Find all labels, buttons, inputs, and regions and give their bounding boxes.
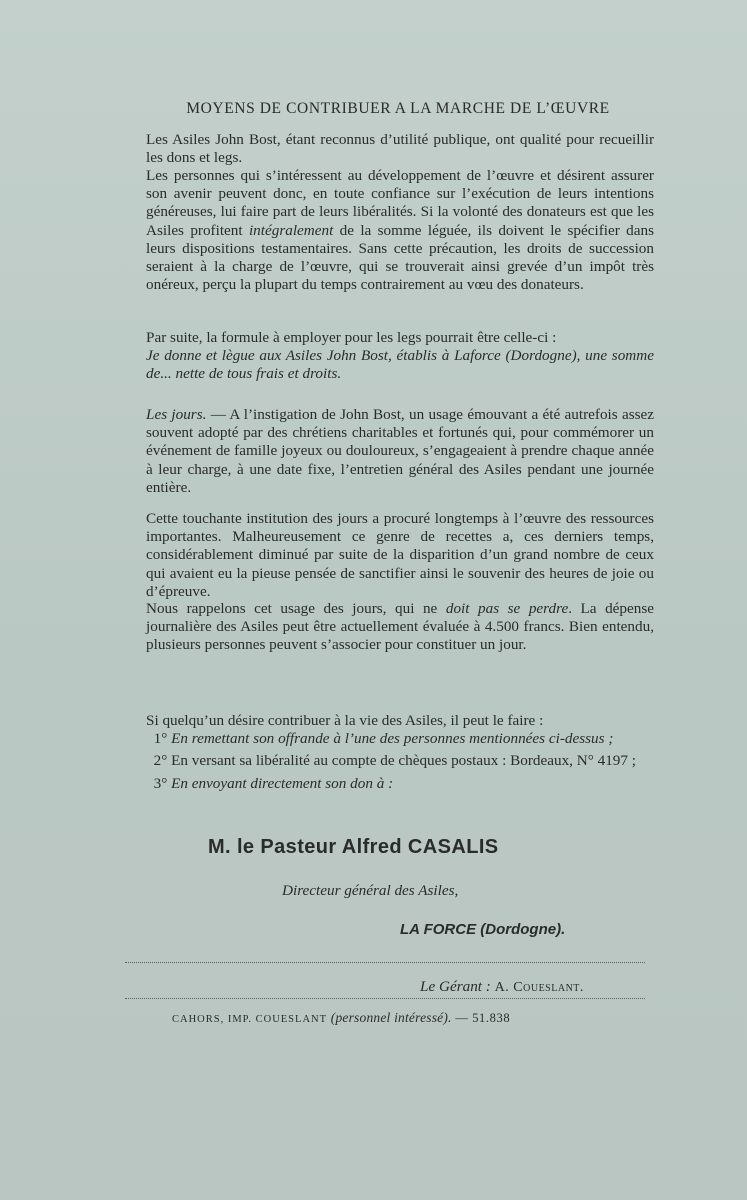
list-text: En versant sa libéralité au compte de chèques postaux : Bordeaux, N° 4197 ;: [171, 752, 637, 770]
pastor-name: M. le Pasteur Alfred CASALIS: [208, 836, 499, 858]
emphasis-text: Les jours.: [146, 406, 207, 423]
paragraph-text: Les personnes qui s’intéressent au développement de l’œuvre et désirent assurer son avenir peuvent donc, en toute confiance sur l’exécution de leurs intentions généreuses, lui faire part de leurs libéralités. Si la volonté des donateurs est que les Asiles profitent: [146, 167, 654, 239]
address: LA FORCE (Dordogne).: [400, 921, 566, 938]
paragraph-bequests: [146, 167, 654, 294]
paragraph-formula-intro: [146, 329, 654, 347]
paragraph-text: — A l’instigation de John Bost, un usage émouvant a été autrefois assez souvent adopté par des chrétiens charitables et fortunés qui, pour commémorer un événement de famille joyeux ou douloureux, s’engageaient à prendre chaque année à leur charge, à une date fixe, l’entretien général des Asiles pendant une journée entière.: [146, 406, 654, 496]
emphasis-text: En envoyant directement son don à :: [171, 774, 394, 792]
list-item: [146, 752, 654, 770]
paragraph-contribute: [146, 712, 654, 793]
paragraph-text: Cette touchante institution des jours a procuré longtemps à l’œuvre des ressources importantes. Malheureusement ce genre de recettes a, ces derniers temps, considérablement diminué par suite de la disparition d’un grand nombre de ceux qui avaient eu la pieuse pensée de sanctifier ainsi le souvenir des heures de joie ou d’épreuve.: [146, 510, 654, 600]
paragraph-text: . La dépense journalière des Asiles peut être actuellement évaluée à 4.500 francs. Bien entendu, plusieurs personnes peuvent s’associer pour constituer un jour.: [146, 600, 654, 654]
paragraph-les-jours: [146, 406, 654, 497]
paragraph-text: de la somme léguée, ils doivent le spécifier dans leurs dispositions testamentaires. Sans cette précaution, les droits de succession seraient à la charge de l’œuvre, qui se trouverait ainsi grevée d’un impôt très onéreux, perçu la plupart du temps contrairement au vœu des donateurs.: [146, 221, 654, 294]
divider: [125, 998, 645, 999]
paragraph-reminder: [146, 600, 654, 655]
paragraph-institution: [146, 510, 654, 601]
list-item: [146, 730, 654, 748]
divider: [125, 962, 645, 963]
list-item: [146, 775, 654, 793]
paragraph-formula: [146, 347, 654, 383]
paragraph-text: Si quelqu’un désire contribuer à la vie des Asiles, il peut le faire :: [146, 712, 544, 729]
paragraph-text: Par suite, la formule à employer pour les legs pourrait être celle-ci :: [146, 329, 557, 346]
page-heading: MOYENS DE CONTRIBUER A LA MARCHE DE L’ŒUVRE: [186, 100, 610, 117]
paragraph-legal-status: [146, 131, 654, 167]
printer-note: (personnel intéressé).: [330, 1010, 452, 1025]
gerant-label: Le Gérant :: [420, 978, 491, 995]
printer-name: CAHORS, IMP. COUESLANT: [172, 1014, 328, 1025]
emphasis-text: En remettant son offrande à l’une des personnes mentionnées ci-dessus ;: [171, 730, 614, 748]
paragraph-text: Nous rappelons cet usage des jours, qui ne: [146, 600, 446, 617]
list-number: 1°: [153, 730, 168, 748]
emphasis-text: intégralement: [248, 221, 334, 239]
gerant-line: [420, 978, 584, 996]
emphasis-text: doit pas se perdre: [445, 600, 569, 617]
list-number: 2°: [153, 752, 168, 770]
printer-number: — 51.838: [455, 1011, 511, 1025]
printer-imprint: [172, 1010, 510, 1026]
list-number: 3°: [153, 774, 168, 792]
director-title: Directeur général des Asiles,: [282, 882, 459, 899]
paragraph-text: Je donne et lègue aux Asiles John Bost, établis à Laforce (Dordogne), une somme de... nette de tous frais et droits.: [146, 347, 654, 383]
paragraph-text: Les Asiles John Bost, étant reconnus d’utilité publique, ont qualité pour recueillir les dons et legs.: [146, 131, 654, 167]
gerant-name: A. Coueslant.: [494, 980, 584, 995]
